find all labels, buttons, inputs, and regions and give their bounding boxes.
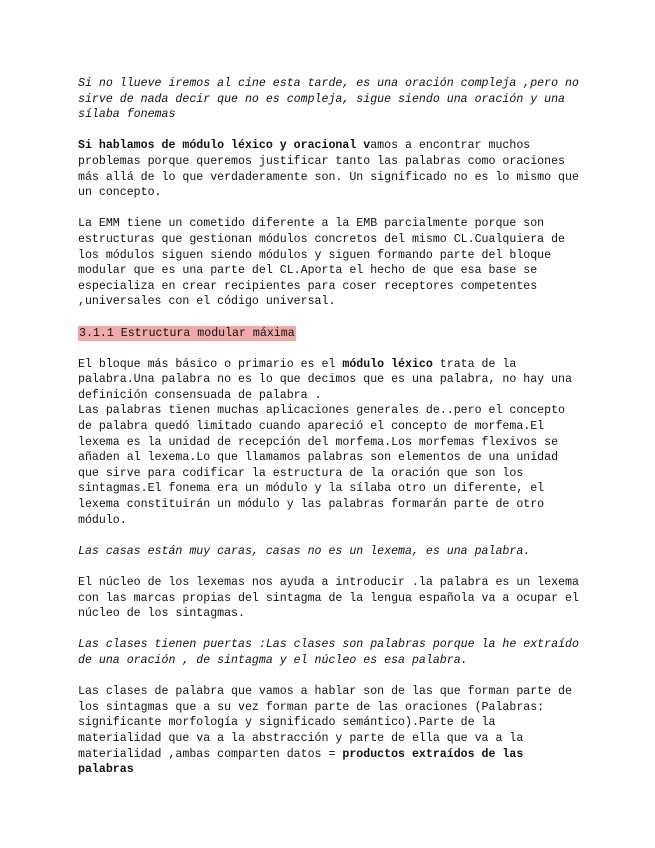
paragraph-lexical-module [78, 138, 583, 200]
document-body [78, 76, 583, 793]
paragraph-example-classes: Las clases tienen puertas :Las clases son palabras porque la he extraído de una oración , de sintagma y el núcleo es esa palabra. [78, 638, 579, 667]
paragraph-example-sentence: Si no llueve iremos al cine esta tarde, es una oración compleja ,pero no sirve de nada decir que no es compleja, sigue siendo una oración y una sílaba fonemas [78, 77, 579, 122]
section-heading: 3.1.1 Estructura modular máxima [79, 326, 295, 340]
paragraph-basic-block [78, 357, 583, 529]
bold-phrase: módulo léxico [342, 357, 433, 371]
paragraph-lexeme-nucleus: El núcleo de los lexemas nos ayuda a introducir .la palabra es un lexema con las marcas propias del sintagma de la lengua española va a ocupar el núcleo de los sintagmas. [78, 576, 579, 621]
section-heading-row [78, 326, 583, 342]
paragraph-text: Las clases de palabra que vamos a hablar son de las que forman parte de los sintagmas que a su vez forman parte de las oraciones (Palabras: significante morfología y significado semántico).Parte de la materialidad que va a la abstracción y parte de ella que va a la materialidad ,ambas comparten datos = [78, 685, 572, 761]
bold-phrase: productos extraídos de las palabras [78, 747, 524, 777]
paragraph-text: amos a encontrar muchos problemas porque queremos justificar tanto las palabras como oraciones más allá de lo que verdaderamente son. Un significado no es lo mismo que un concepto. [78, 139, 579, 200]
paragraph-emm: La EMM tiene un cometido diferente a la EMB parcialmente porque son estructuras que gestionan módulos concretos del mismo CL.Cualquiera de los módulos siguen siendo módulos y siguen formando parte del bloque modular que es una parte del CL.Aporta el hecho de que esa base se especializa en crear recipientes para coser receptores competentes ,universales con el código universal. [78, 217, 566, 309]
paragraph-example-houses: Las casas están muy caras, casas no es un lexema, es una palabra. [78, 544, 531, 558]
paragraph-text: Las palabras tienen muchas aplicaciones generales de..pero el concepto de palabra quedó limitado cuando apareció el concepto de morfema.El lexema es la unidad de recepción del morfema.Los morfemas flexivos se añaden al lexema.Lo que llamamos palabras son elementos de una unidad que sirve para codificar la estructura de la oración que son los sintagmas.El fonema era un módulo y la sílaba otro un diferente, el lexema constituirán un módulo y las palabras formarán parte de otro módulo. [78, 404, 566, 527]
paragraph-text: trata de la palabra.Una palabra no es lo que decimos que es una palabra, no hay una definición consensuada de palabra . [78, 357, 572, 402]
bold-phrase: Si hablamos de módulo léxico y oracional v [78, 139, 371, 153]
paragraph-text: El bloque más básico o primario es el [78, 357, 343, 371]
paragraph-word-classes [78, 684, 583, 778]
